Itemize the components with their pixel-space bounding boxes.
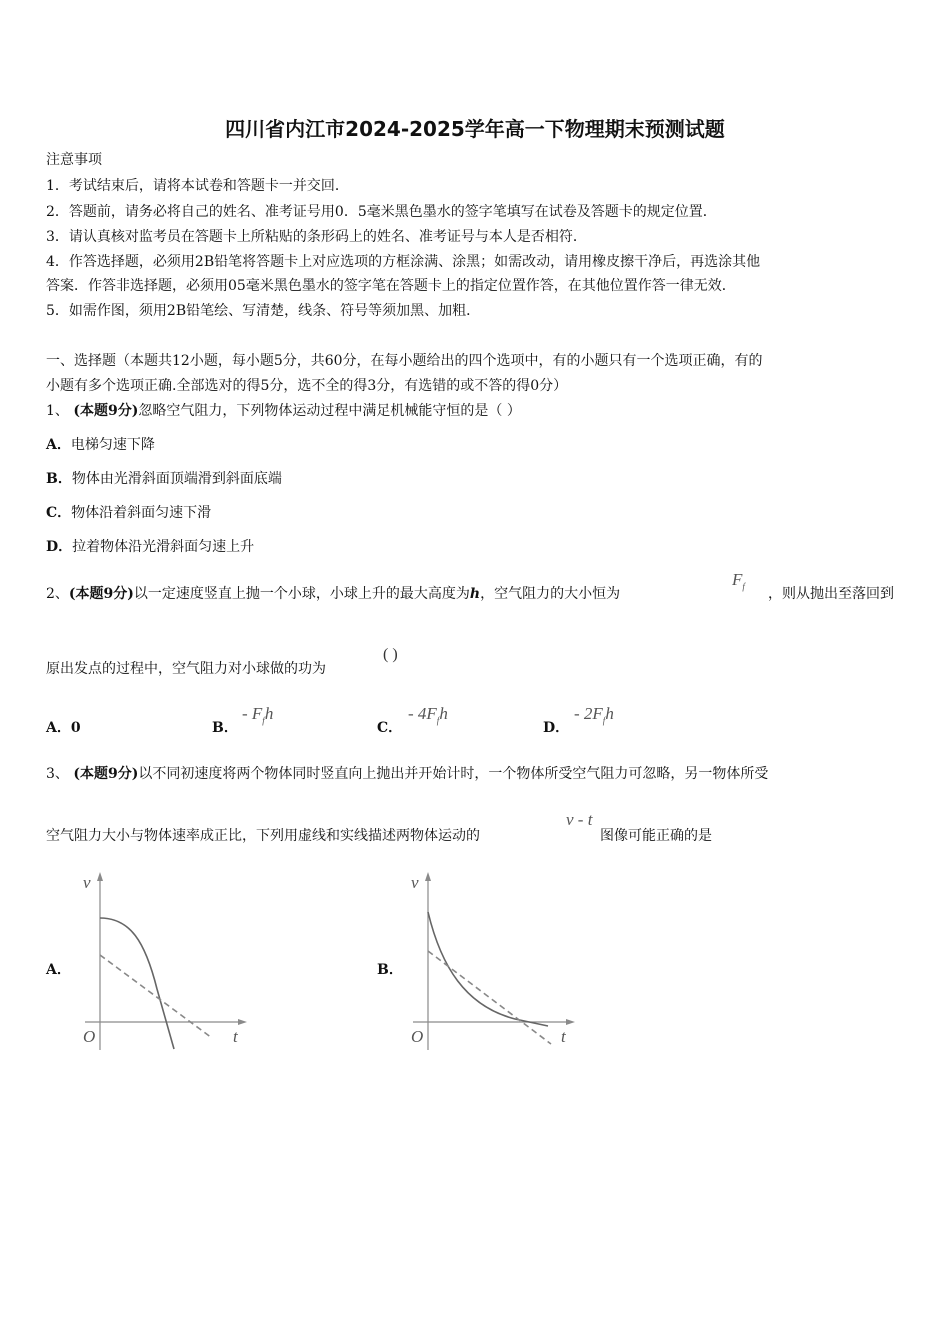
q1-score: (本题9分): [73, 403, 139, 419]
q1-option-d[interactable]: [46, 537, 254, 557]
q2-option-a[interactable]: [46, 718, 81, 738]
q2-number: 2、: [46, 586, 69, 602]
q3-vt-symbol: v - t: [566, 810, 593, 829]
option-letter: C．: [46, 505, 72, 521]
v-label: v: [83, 873, 91, 892]
q3-option-a[interactable]: A．: [46, 962, 71, 978]
q2-option-b[interactable]: B．: [212, 720, 238, 736]
notice-item: 2．答题前，请务必将自己的姓名、准考证号用0．5毫米黑色墨水的签字笔填写在试卷及答题卡的规定位置．: [46, 204, 717, 220]
q1-number: 1、: [46, 403, 69, 419]
origin-label: O: [411, 1027, 424, 1046]
q2-ff-symbol: $F_f$: [732, 570, 745, 592]
notice-item: 4．作答选择题，必须用2B铅笔将答题卡上对应选项的方框涂满、涂黑；如需改动，请用橡皮擦干净后，再选涂其他: [46, 254, 761, 270]
q2-answer-blank: ( ): [383, 646, 398, 663]
q3-stem-line1: [46, 764, 768, 784]
option-text: 电梯匀速下降: [70, 437, 155, 453]
q3-score: (本题9分): [73, 766, 139, 782]
q3-text: 图像可能正确的是: [600, 828, 712, 844]
origin-label: O: [83, 1027, 96, 1046]
notice-item: 答案．作答非选择题，必须用05毫米黑色墨水的签字笔在答题卡上的指定位置作答，在其他位置作答一律无效．: [46, 278, 736, 294]
q2-option-c[interactable]: C．: [377, 720, 403, 736]
section-intro: 小题有多个选项正确.全部选对的得5分，选不全的得3分，有选错的或不答的得0分）: [46, 378, 568, 394]
q2-option-d[interactable]: D．: [543, 720, 570, 736]
notice-heading: 注意事项: [46, 152, 102, 168]
page-title: 四川省内江市2024-2025学年高一下物理期末预测试题: [225, 117, 725, 141]
option-letter: B．: [46, 471, 72, 487]
q1-stem: [46, 401, 521, 421]
q3-graph-a: [75, 866, 255, 1056]
t-axis-arrow: [566, 1019, 575, 1025]
q3-stem-line2: 空气阻力大小与物体速率成正比，下列用虚线和实线描述两物体运动的: [46, 828, 480, 844]
solid-curve: [100, 918, 174, 1049]
option-text: 物体沿着斜面匀速下滑: [71, 505, 212, 521]
q2-stem-line1: [46, 584, 620, 604]
q3-graph-b: [403, 866, 583, 1056]
dashed-line: [100, 955, 212, 1038]
t-label: t: [561, 1027, 566, 1046]
option-text: 0: [70, 720, 81, 736]
notice-item: 1．考试结束后，请将本试卷和答题卡一并交回．: [46, 178, 349, 194]
option-letter: D．: [46, 539, 73, 555]
q2-stem-line2: 原出发点的过程中，空气阻力对小球做的功为: [46, 661, 326, 677]
option-letter: A．: [46, 437, 71, 453]
option-letter: A．: [46, 720, 71, 736]
q1-option-a[interactable]: [46, 435, 155, 455]
q2-option-d-formula: - $2F_fh$: [574, 704, 614, 726]
q2-h-symbol: h: [469, 586, 481, 602]
q1-option-b[interactable]: [46, 469, 282, 489]
dashed-line: [428, 951, 551, 1044]
t-label: t: [233, 1027, 238, 1046]
q2-score: (本题9分): [68, 586, 134, 602]
q3-number: 3、: [46, 766, 69, 782]
q2-text: 以一定速度竖直上抛一个小球，小球上升的最大高度为: [133, 586, 470, 602]
v-axis-arrow: [97, 872, 103, 881]
q1-text: 忽略空气阻力，下列物体运动过程中满足机械能守恒的是（ ）: [138, 403, 521, 419]
option-text: 拉着物体沿光滑斜面匀速上升: [72, 539, 255, 555]
q1-option-c[interactable]: [46, 503, 211, 523]
t-axis-arrow: [238, 1019, 247, 1025]
q2-option-b-formula: - $F_fh$: [242, 704, 274, 726]
option-text: 物体由光滑斜面顶端滑到斜面底端: [71, 471, 282, 487]
notice-item: 3．请认真核对监考员在答题卡上所粘贴的条形码上的姓名、准考证号与本人是否相符．: [46, 229, 587, 245]
q3-text: 以不同初速度将两个物体同时竖直向上抛出并开始计时，一个物体所受空气阻力可忽略，另一物体所受: [138, 766, 769, 782]
q3-option-b[interactable]: B．: [377, 962, 403, 978]
notice-item: 5．如需作图，须用2B铅笔绘、写清楚，线条、符号等须加黑、加粗．: [46, 303, 481, 319]
q2-text: ，则从抛出至落回到: [768, 586, 894, 602]
v-label: v: [411, 873, 419, 892]
v-axis-arrow: [425, 872, 431, 881]
section-intro: 一、选择题（本题共12小题，每小题5分，共60分，在每小题给出的四个选项中，有的小题只有一个选项正确，有的: [46, 353, 763, 369]
solid-curve: [428, 912, 548, 1026]
q2-text: ，空气阻力的大小恒为: [480, 586, 621, 602]
q2-option-c-formula: - $4F_fh$: [408, 704, 448, 726]
